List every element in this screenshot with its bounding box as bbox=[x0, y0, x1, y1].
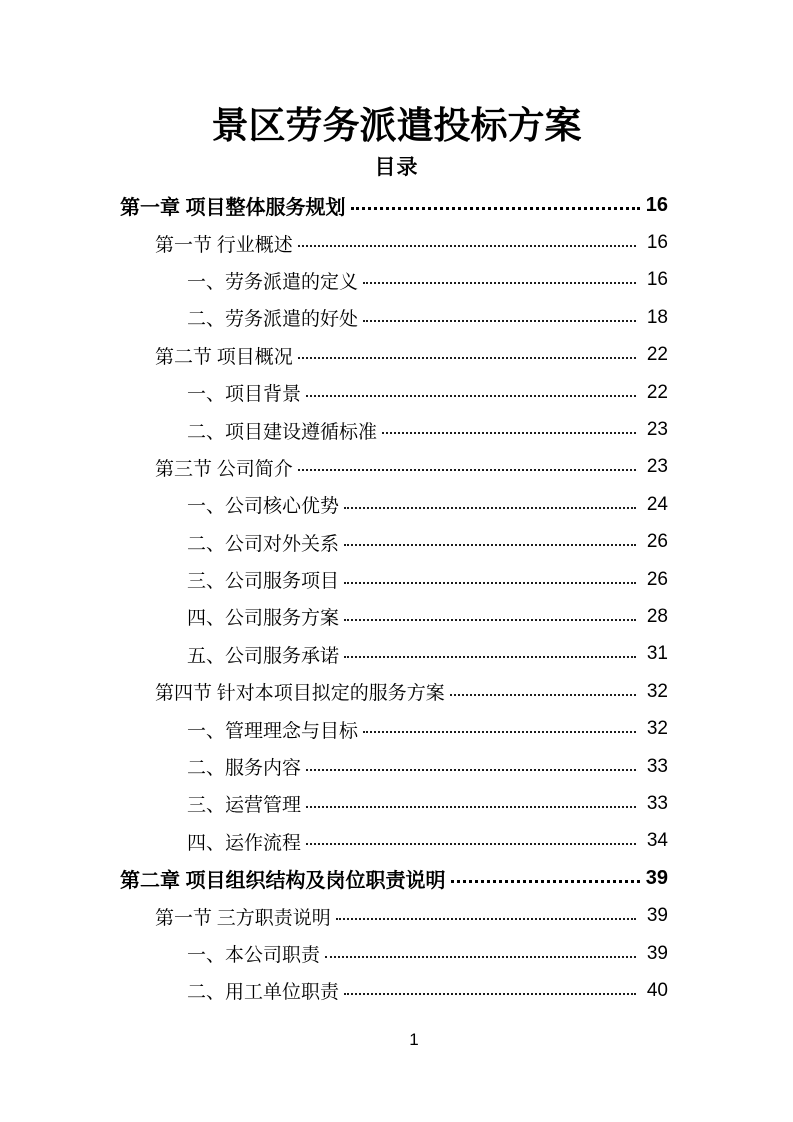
footer-page-number: 1 bbox=[409, 1030, 419, 1049]
toc-entry-label: 二、劳务派遣的好处 bbox=[187, 309, 359, 331]
toc-entry[interactable] bbox=[120, 860, 668, 897]
dot-leader bbox=[325, 956, 636, 958]
toc-entry[interactable] bbox=[120, 785, 668, 822]
toc-entry-page: 33 bbox=[646, 755, 668, 777]
dot-leader bbox=[344, 507, 636, 509]
toc-entry[interactable] bbox=[120, 262, 668, 299]
dot-leader bbox=[363, 731, 636, 733]
document-title: 景区劳务派遣投标方案 bbox=[211, 106, 582, 147]
toc-entry-page: 40 bbox=[646, 979, 668, 1001]
dot-leader bbox=[306, 806, 636, 808]
toc-entry-label: 一、管理理念与目标 bbox=[187, 720, 359, 742]
toc-entry[interactable] bbox=[120, 337, 668, 374]
dot-leader bbox=[344, 582, 636, 584]
dot-leader bbox=[306, 395, 636, 397]
toc-entry-label: 三、运营管理 bbox=[187, 795, 302, 817]
dot-leader bbox=[451, 880, 640, 883]
toc-entry-page: 32 bbox=[646, 718, 668, 740]
toc-entry-page: 24 bbox=[646, 493, 668, 515]
toc-entry-page: 39 bbox=[645, 867, 668, 890]
toc-entry-label: 三、公司服务项目 bbox=[187, 571, 340, 593]
dot-leader bbox=[344, 544, 636, 546]
toc-entry-page: 39 bbox=[646, 905, 668, 927]
toc-entry-page: 16 bbox=[646, 269, 668, 291]
dot-leader bbox=[306, 769, 636, 771]
toc-entry-page: 16 bbox=[646, 232, 668, 254]
toc-entry[interactable] bbox=[120, 748, 668, 785]
toc-entry-label: 四、公司服务方案 bbox=[187, 608, 340, 630]
table-of-contents bbox=[120, 187, 668, 1010]
toc-entry[interactable] bbox=[120, 897, 668, 934]
dot-leader bbox=[336, 918, 636, 920]
toc-entry-label: 五、公司服务承诺 bbox=[187, 645, 340, 667]
dot-leader bbox=[450, 694, 636, 696]
toc-heading: 目录 bbox=[374, 155, 419, 179]
toc-entry-label: 四、运作流程 bbox=[187, 832, 302, 854]
dot-leader bbox=[363, 282, 636, 284]
toc-entry-page: 22 bbox=[646, 344, 668, 366]
dot-leader bbox=[344, 656, 636, 658]
dot-leader bbox=[344, 993, 636, 995]
toc-entry-page: 16 bbox=[645, 194, 668, 217]
toc-entry[interactable] bbox=[120, 299, 668, 336]
toc-entry[interactable] bbox=[120, 636, 668, 673]
toc-entry-page: 28 bbox=[646, 605, 668, 627]
toc-entry-page: 26 bbox=[646, 531, 668, 553]
toc-entry-label: 二、公司对外关系 bbox=[187, 533, 340, 555]
toc-entry[interactable] bbox=[120, 187, 668, 224]
toc-entry[interactable] bbox=[120, 598, 668, 635]
toc-entry-page: 23 bbox=[646, 419, 668, 441]
dot-leader bbox=[298, 469, 636, 471]
toc-entry[interactable] bbox=[120, 823, 668, 860]
toc-entry-label: 第三节 公司简介 bbox=[155, 458, 293, 480]
toc-entry[interactable] bbox=[120, 486, 668, 523]
toc-entry-label: 一、公司核心优势 bbox=[187, 496, 340, 518]
toc-entry-label: 一、项目背景 bbox=[187, 384, 302, 406]
toc-entry-label: 二、项目建设遵循标准 bbox=[187, 421, 378, 443]
toc-entry[interactable] bbox=[120, 411, 668, 448]
toc-entry-page: 34 bbox=[646, 830, 668, 852]
dot-leader bbox=[306, 843, 636, 845]
toc-entry-page: 39 bbox=[646, 942, 668, 964]
toc-entry-page: 33 bbox=[646, 792, 668, 814]
toc-entry[interactable] bbox=[120, 935, 668, 972]
toc-entry[interactable] bbox=[120, 374, 668, 411]
toc-entry-label: 一、本公司职责 bbox=[187, 945, 321, 966]
toc-entry[interactable] bbox=[120, 224, 668, 261]
toc-entry[interactable] bbox=[120, 673, 668, 710]
toc-entry[interactable] bbox=[120, 449, 668, 486]
toc-entry-page: 32 bbox=[646, 680, 668, 702]
dot-leader bbox=[363, 320, 636, 322]
toc-entry-page: 31 bbox=[646, 643, 668, 665]
dot-leader bbox=[382, 432, 636, 434]
toc-entry[interactable] bbox=[120, 972, 668, 1009]
dot-leader bbox=[298, 245, 636, 247]
dot-leader bbox=[298, 357, 636, 359]
toc-entry-label: 二、用工单位职责 bbox=[187, 982, 340, 1004]
toc-entry-label: 第一节 三方职责说明 bbox=[155, 907, 331, 929]
toc-entry-label: 一、劳务派遣的定义 bbox=[187, 271, 359, 293]
toc-entry-label: 第二章 项目组织结构及岗位职责说明 bbox=[120, 870, 446, 893]
toc-entry-label: 二、服务内容 bbox=[187, 758, 302, 780]
toc-entry-label: 第一节 行业概述 bbox=[155, 234, 293, 256]
toc-entry[interactable] bbox=[120, 561, 668, 598]
dot-leader bbox=[344, 619, 636, 621]
toc-entry-page: 23 bbox=[646, 456, 668, 478]
toc-entry-label: 第一章 项目整体服务规划 bbox=[120, 197, 346, 220]
toc-entry-label: 第二节 项目概况 bbox=[155, 346, 293, 368]
toc-entry-label: 第四节 针对本项目拟定的服务方案 bbox=[155, 683, 445, 705]
toc-entry-page: 26 bbox=[646, 568, 668, 590]
toc-entry[interactable] bbox=[120, 710, 668, 747]
dot-leader bbox=[351, 207, 640, 210]
toc-entry-page: 22 bbox=[646, 381, 668, 403]
toc-entry[interactable] bbox=[120, 524, 668, 561]
toc-entry-page: 18 bbox=[646, 306, 668, 328]
